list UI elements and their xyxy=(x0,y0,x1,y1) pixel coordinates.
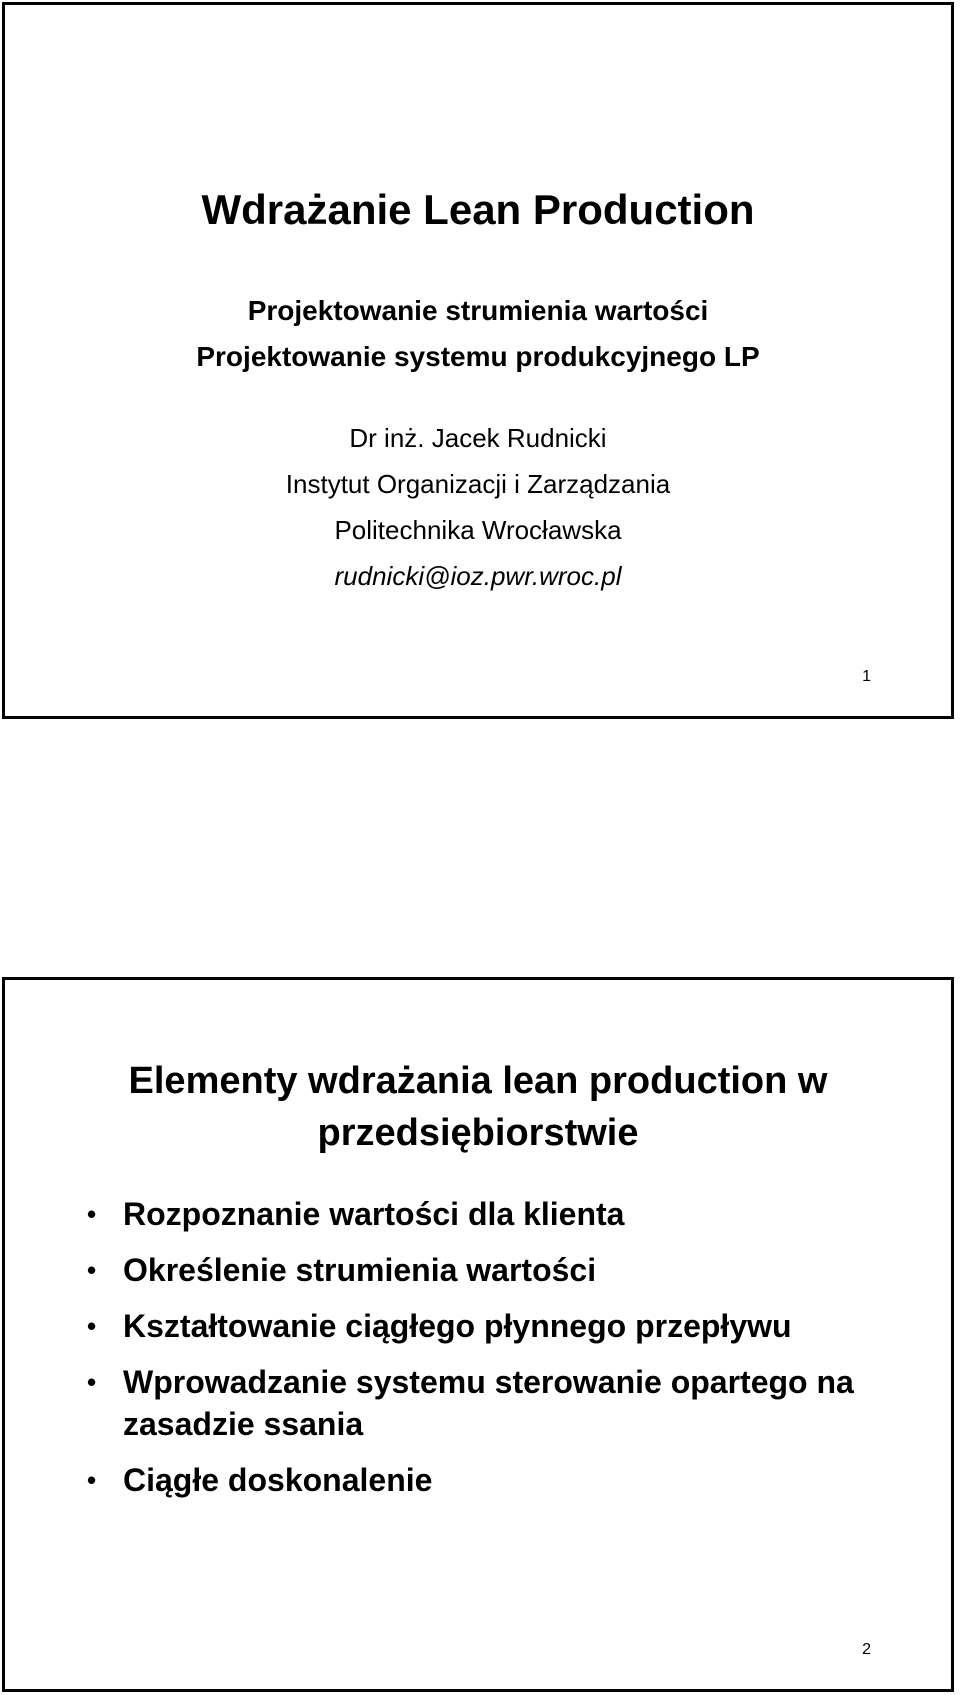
list-item xyxy=(87,1361,903,1445)
slide-2 xyxy=(2,977,954,1692)
slide-1-page-number: 1 xyxy=(862,668,871,685)
bullet-list xyxy=(87,1193,903,1515)
list-item xyxy=(87,1193,903,1235)
university-name: Politechnika Wrocławska xyxy=(334,515,622,545)
author-email: rudnicki@ioz.pwr.wroc.pl xyxy=(334,561,622,591)
bullet-icon: • xyxy=(87,1311,97,1341)
list-item xyxy=(87,1305,903,1347)
list-item-text: Rozpoznanie wartości dla klienta xyxy=(123,1196,625,1232)
list-item-text: Kształtowanie ciągłego płynnego przepływu xyxy=(123,1308,792,1344)
slide-1-subtitle-line-1: Projektowanie strumienia wartości xyxy=(247,295,709,326)
bullet-icon: • xyxy=(87,1199,97,1229)
slide-2-page-number: 2 xyxy=(862,1641,871,1658)
institute-name: Instytut Organizacji i Zarządzania xyxy=(285,469,671,499)
bullet-icon: • xyxy=(87,1255,97,1285)
slide-2-title: Elementy wdrażania lean production w przedsiębiorstwie xyxy=(128,1060,828,1154)
list-item xyxy=(87,1249,903,1291)
slide-1-subtitle-line-2: Projektowanie systemu produkcyjnego LP xyxy=(196,341,760,372)
bullet-icon: • xyxy=(87,1367,97,1397)
list-item-text: Określenie strumienia wartości xyxy=(123,1252,597,1288)
slide-1 xyxy=(2,2,954,719)
slide-1-title: Wdrażanie Lean Production xyxy=(201,186,755,233)
list-item-text: Ciągłe doskonalenie xyxy=(123,1462,433,1498)
author-name: Dr inż. Jacek Rudnicki xyxy=(349,423,607,453)
bullet-icon: • xyxy=(87,1465,97,1495)
list-item-text: Wprowadzanie systemu sterowanie opartego na zasadzie ssania xyxy=(123,1364,854,1442)
list-item xyxy=(87,1459,903,1501)
